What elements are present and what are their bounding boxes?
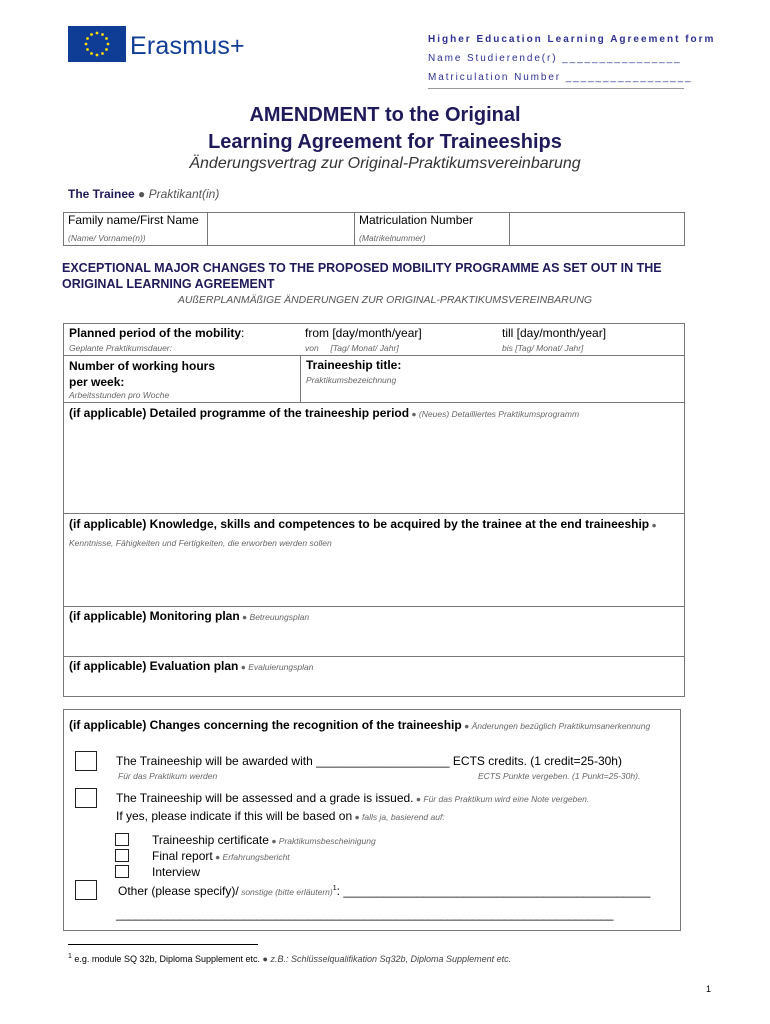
erasmus-logo [68,26,258,66]
document-subtitle: Änderungsvertrag zur Original-Praktikumsvereinbarung [189,155,581,172]
form-header [428,30,715,87]
brand-name: Erasmus+ [130,32,245,60]
trainee-label-en: The Trainee [68,187,135,201]
knowledge-text: (if applicable) Knowledge, skills and competences to be acquired by the trainee at the end traineeship [69,517,650,531]
other-line [118,884,650,898]
form-title: Higher Education Learning Agreement form [428,34,716,45]
changes-heading: EXCEPTIONAL MAJOR CHANGES TO THE PROPOSED MOBILITY PROGRAMME AS SET OUT IN THE ORIGINAL LEARNING AGREEMENT [62,261,662,291]
row-divider [63,355,685,356]
detailed-programme-text-de: ● (Neues) Detailliertes Praktikumsprogramm [409,409,580,419]
if-yes-line [116,809,445,823]
certificate-text: Traineeship certificate [152,833,269,847]
certificate-line [152,833,376,847]
colon: : [241,326,245,340]
matric-number-line: Matriculation Number _________________ [428,72,693,83]
grade-checkbox[interactable] [75,788,97,808]
recognition-heading [69,717,679,734]
matric-number-field[interactable] [510,213,684,245]
row-divider [63,402,685,403]
divider [354,212,355,246]
traineeship-certificate-checkbox[interactable] [115,833,129,846]
page-number: 1 [706,984,712,994]
monitoring-plan-field[interactable] [64,626,684,656]
monitoring-plan-label [69,609,309,623]
header-divider [428,88,684,89]
ects-credits-text-de-left: Für das Praktikum werden [118,771,218,781]
ects-credits-text-de-right: ECTS Punkte vergeben. (1 Punkt=25-30h). [478,771,641,781]
eu-flag-icon [68,26,126,62]
planned-period-text: Planned period of the mobility [69,326,242,340]
family-name-field[interactable] [208,213,354,245]
family-name-label-de: (Name/ Vorname(n)) [68,233,146,243]
other-specify-field[interactable]: : ______________________________________________ [336,884,651,898]
traineeship-title-label: Traineeship title: [306,358,402,372]
ects-credits-text: The Traineeship will be awarded with ____________________ ECTS credits. (1 credit=25-30h) [116,754,622,768]
final-report-checkbox[interactable] [115,849,129,862]
planned-period-label [69,326,244,340]
working-hours-label-de: Arbeitsstunden pro Woche [69,390,170,400]
interview-checkbox[interactable] [115,865,129,878]
knowledge-field[interactable] [64,552,684,606]
trainee-label-de: Praktikant(in) [148,187,220,201]
footnote-text-de: ● z.B.: Schlüsselqualifikation Sq32b, Diploma Supplement etc. [260,954,512,964]
final-report-line [152,849,290,863]
row-divider [63,606,685,607]
evaluation-plan-label [69,659,313,673]
evaluation-plan-text-de: ● Evaluierungsplan [238,662,314,672]
grade-text-de: ● Für das Praktikum wird eine Note vergeben. [413,794,590,804]
evaluation-plan-text: (if applicable) Evaluation plan [69,659,239,673]
if-yes-text: If yes, please indicate if this will be based on [116,809,353,823]
document-title-line1: AMENDMENT to the Original [249,104,521,126]
ects-credits-checkbox[interactable] [75,751,97,771]
changes-heading-de: AUßERPLANMÄßIGE ÄNDERUNGEN ZUR ORIGINAL-PRAKTIKUMSVEREINBARUNG [177,294,593,306]
footnote [68,953,511,964]
working-hours-label: Number of working hours per week: [69,359,216,389]
student-name-line: Name Studierende(r) ________________ [428,53,682,64]
other-text: Other (please specify)/ [118,884,239,898]
footnote-text: e.g. module SQ 32b, Diploma Supplement etc. [71,954,261,964]
monitoring-plan-text: (if applicable) Monitoring plan [69,609,240,623]
final-report-text: Final report [152,849,213,863]
recognition-heading-text: (if applicable) Changes concerning the recognition of the traineeship [69,718,462,732]
interview-text: Interview [152,865,201,879]
grade-text-line [116,791,589,805]
other-checkbox[interactable] [75,880,97,900]
row-divider [63,513,685,514]
planned-period-label-de: Geplante Praktikumsdauer: [69,343,172,353]
knowledge-text-de: ● Kenntnisse, Fähigkeiten und Fertigkeiten, die erworben werden sollen [69,520,657,548]
monitoring-plan-text-de: ● Betreuungsplan [239,612,310,622]
matric-number-label: Matriculation Number [359,213,474,227]
grade-text: The Traineeship will be assessed and a grade is issued. [116,791,414,805]
detailed-programme-field[interactable] [64,424,684,512]
knowledge-label [69,516,683,552]
family-name-label: Family name/First Name [68,213,199,227]
till-date-label-de: bis [Tag/ Monat/ Jahr] [502,343,584,353]
evaluation-plan-field[interactable] [64,676,684,696]
document-title-line2: Learning Agreement for Traineeships [208,131,562,153]
divider [300,355,301,402]
other-text-de: sonstige (bitte erläutern) [238,887,333,897]
certificate-text-de: ● Praktikumsbescheinigung [268,836,376,846]
recognition-heading-text-de: ● Änderungen bezüglich Praktikumsanerkennung [461,721,651,731]
footnote-divider [68,944,258,945]
bullet: ● [134,187,149,201]
from-date-label-de: von [Tag/ Monat/ Jahr] [305,343,399,353]
footnote-reference: 1 [332,885,337,892]
matric-number-label-de: (Matrikelnummer) [359,233,426,243]
footnote-mark: 1 [68,953,72,960]
traineeship-title-label-de: Praktikumsbezeichnung [306,375,397,385]
trainee-section-label [68,187,219,201]
row-divider [63,656,685,657]
if-yes-text-de: ● falls ja, basierend auf: [352,812,445,822]
detailed-programme-label [69,406,579,420]
till-date-field[interactable]: till [day/month/year] [502,326,607,340]
other-specify-line2[interactable]: ______________________________________________________________________________ [116,907,614,921]
final-report-text-de: ● Erfahrungsbericht [212,852,290,862]
detailed-programme-text: (if applicable) Detailed programme of the traineeship period [69,406,410,420]
from-date-field[interactable]: from [day/month/year] [305,326,422,340]
